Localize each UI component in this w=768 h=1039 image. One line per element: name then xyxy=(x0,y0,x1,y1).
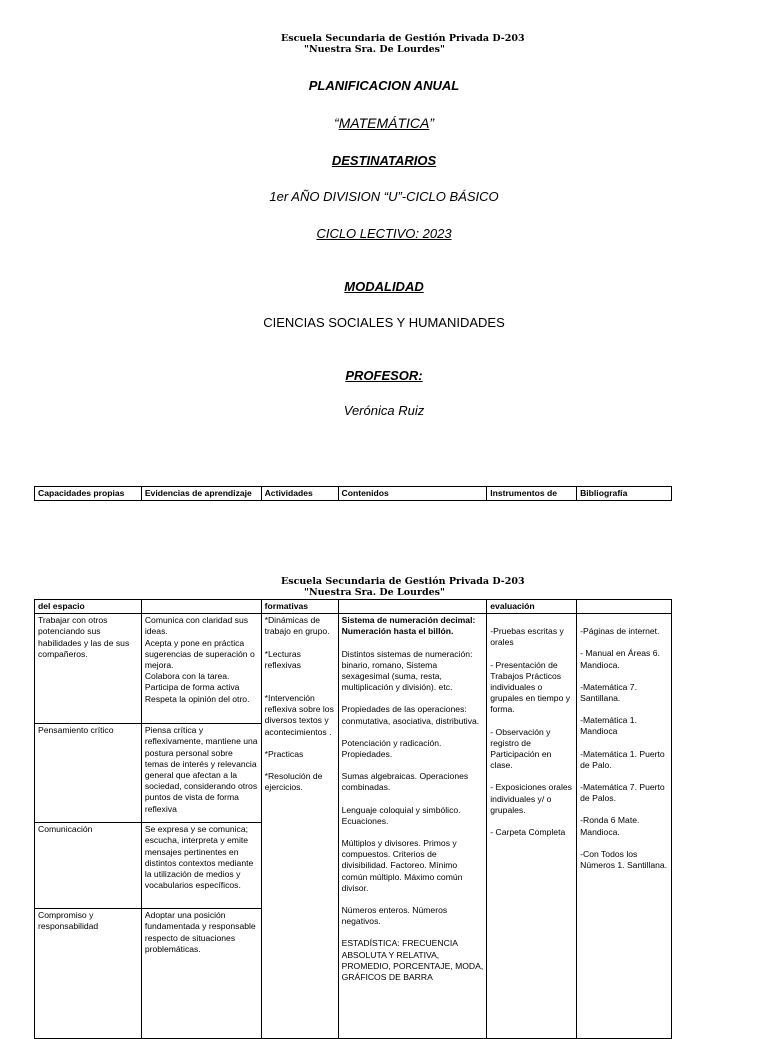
capacidad-cell: Compromiso y responsabilidad xyxy=(35,909,142,1039)
ciclo-lectivo: CICLO LECTIVO: 2023 xyxy=(316,226,452,241)
contenido-item: Distintos sistemas de numeración: binario, romano, Sistema sexagesimal (suma, resta, multiplicación y división). etc. xyxy=(341,648,473,693)
instrumentos-cell xyxy=(487,614,577,1039)
profesor-heading: PROFESOR: xyxy=(345,368,423,383)
contenido-item: Potenciación y radicación. Propiedades. xyxy=(341,737,442,760)
capacidad-cell: Pensamiento crítico xyxy=(35,724,142,823)
bibliografia-item: -Con Todos los Números 1. Santillana. xyxy=(580,848,668,871)
bibliografia-item: -Matemática 7. Puerto de Palos. xyxy=(580,782,665,804)
cont-header-instrumentos: evaluación xyxy=(487,600,577,614)
contenido-item: Números enteros. Números negativos. xyxy=(341,905,448,927)
bibliografia-item: -Matemática 1. Puerto de Palo. xyxy=(580,748,665,770)
col-capacidades: Capacidades propias xyxy=(35,487,142,501)
cont-header-evidencias xyxy=(141,600,261,614)
school-subtitle-p2: "Nuestra Sra. De Lourdes" xyxy=(304,587,445,598)
school-name-p2: Escuela Secundaria de Gestión Privada D-203 xyxy=(281,576,525,587)
bibliografia-item: -Matemática 1. Mandioca xyxy=(580,715,637,737)
planning-table-header xyxy=(34,486,672,501)
actividad-item: *Practicas xyxy=(264,748,304,759)
bibliografia-item: -Páginas de internet. xyxy=(580,626,660,637)
evidencia-cell: Piensa crítica y reflexivamente, mantiene una postura personal sobre temas de interés y relevancia general que afectan a la sociedad, considerando otros puntos de vista de forma reflexiva xyxy=(141,724,261,823)
plan-title: PLANIFICACION ANUAL xyxy=(308,78,460,93)
year-division: 1er AÑO DIVISION “U”-CICLO BÁSICO xyxy=(269,189,499,204)
capacidad-cell: Comunicación xyxy=(35,823,142,909)
profesor-name: Verónica Ruiz xyxy=(343,403,425,418)
bibliografia-item: -Ronda 6 Mate. Mandioca. xyxy=(580,815,640,837)
bibliografia-cell xyxy=(577,614,672,1039)
bibliografia-item: -Matemática 7. Santillana. xyxy=(580,681,637,704)
instrumento-item: - Observación y registro de Participación en clase. xyxy=(490,726,552,771)
col-evidencias: Evidencias de aprendizaje xyxy=(141,487,261,501)
cont-header-bibliografia xyxy=(577,600,672,614)
actividad-item: *Lecturas reflexivas xyxy=(264,648,301,670)
actividad-item: *Dinámicas de trabajo en grupo. xyxy=(264,615,330,637)
actividad-item: *Resolución de ejercicios. xyxy=(264,771,323,793)
cont-header-actividades: formativas xyxy=(261,600,338,614)
capacidad-cell: Trabajar con otros potenciando sus habilidades y las de sus compañeros. xyxy=(35,614,142,724)
subject-title: “MATEMÁTICA” xyxy=(333,115,435,131)
instrumento-item: -Pruebas escritas y orales xyxy=(490,626,564,648)
col-contenidos: Contenidos xyxy=(338,487,487,501)
contenido-item: Sumas algebraicas. Operaciones combinadas. xyxy=(341,771,469,793)
instrumento-item: - Exposiciones orales individuales y/ o grupales. xyxy=(490,782,572,815)
col-instrumentos: Instrumentos de xyxy=(487,487,577,501)
cont-header-capacidades: del espacio xyxy=(35,600,142,614)
contenido-item: ESTADÍSTICA: FRECUENCIA ABSOLUTA Y RELATIVA, PROMEDIO, PORCENTAJE, MODA, GRÁFICOS DE BARRA xyxy=(341,938,484,983)
bibliografia-item: - Manual en Áreas 6. Mandioca. xyxy=(580,648,660,670)
destinatarios-heading: DESTINATARIOS xyxy=(331,153,437,168)
contenido-item: Lenguaje coloquial y simbólico. Ecuaciones. xyxy=(341,804,461,826)
contenido-item: Propiedades de las operaciones: conmutativa, asociativa, distributiva. xyxy=(341,704,480,726)
modalidad-value: CIENCIAS SOCIALES Y HUMANIDADES xyxy=(263,315,505,330)
modalidad-heading: MODALIDAD xyxy=(344,279,424,294)
contenidos-cell xyxy=(338,614,487,1039)
col-bibliografia: Bibliografía xyxy=(577,487,672,501)
evidencia-cell: Se expresa y se comunica; escucha, interpreta y emite mensajes pertinentes en distintos contextos mediante la utilización de medios y vocabularios específicos. xyxy=(141,823,261,909)
actividades-cell xyxy=(261,614,338,1039)
evidencia-cell: Adoptar una posición fundamentada y responsable respecto de situaciones problemáticas. xyxy=(141,909,261,1039)
contenidos-title: Sistema de numeración decimal: Numeración hasta el billón. xyxy=(341,615,476,637)
instrumento-item: - Presentación de Trabajos Prácticos individuales o grupales en tiempo y forma. xyxy=(490,659,571,715)
school-subtitle: "Nuestra Sra. De Lourdes" xyxy=(304,44,445,55)
planning-table xyxy=(34,599,672,1039)
contenido-item: Múltiplos y divisores. Primos y compuestos. Criterios de divisibilidad. Factoreo. Mínimo común múltiplo. Máximo común divisor. xyxy=(341,838,463,893)
actividad-item: *Intervención reflexiva sobre los diversos textos y acontecimientos . xyxy=(264,693,334,737)
instrumento-item: - Carpeta Completa xyxy=(490,827,566,838)
cont-header-contenidos xyxy=(338,600,487,614)
school-name: Escuela Secundaria de Gestión Privada D-203 xyxy=(281,33,525,44)
col-actividades: Actividades xyxy=(261,487,338,501)
evidencia-cell: Comunica con claridad sus ideas. Acepta y pone en práctica sugerencias de superación o mejora. Colabora con la tarea. Participa de forma activa Respeta la opinión del otro. xyxy=(141,614,261,724)
